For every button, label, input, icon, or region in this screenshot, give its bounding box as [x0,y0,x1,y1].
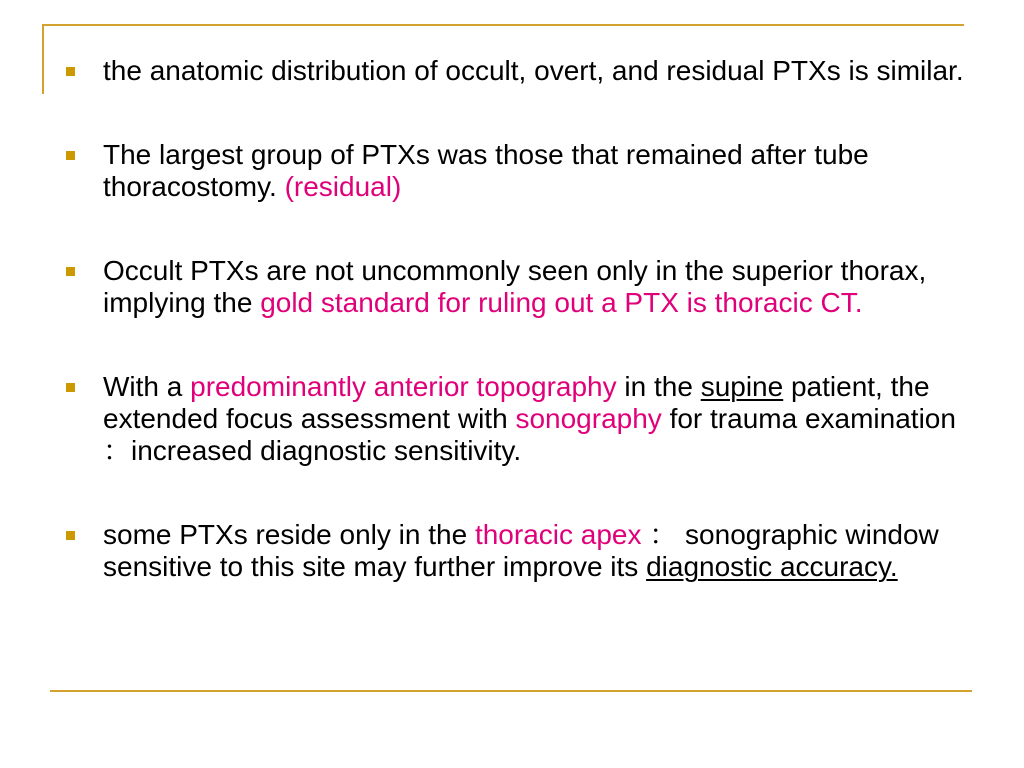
underlined-text: diagnostic accuracy. [646,551,898,582]
bullet-item-3 [66,255,986,319]
frame-top-rule [42,24,964,26]
highlighted-text: gold standard for ruling out a PTX is thoracic CT. [260,287,863,318]
text-segment: for trauma examination ：increased diagnostic sensitivity. [103,403,956,466]
bullet-text [103,519,939,582]
text-segment: in the [616,371,701,402]
square-bullet-icon [66,67,75,76]
text-segment: patient, the extended focus assessment with [103,371,930,434]
square-bullet-icon [66,151,75,160]
bullet-list [66,55,986,583]
text-segment: the anatomic distribution of occult, overt, and residual PTXs is similar. [103,55,964,86]
text-segment: ： sonographic window sensitive to this site may further improve its [103,519,939,582]
highlighted-text: predominantly anterior topography [190,371,617,402]
bullet-item-2 [66,139,986,203]
text-segment: Occult PTXs are not uncommonly seen only in the superior thorax, implying the [103,255,927,318]
text-segment: With a [103,371,191,402]
frame-bottom-rule [50,690,972,692]
highlighted-text: thoracic apex [474,519,642,550]
bullet-text [103,371,956,466]
highlighted-text: (residual) [284,171,402,202]
frame-left-rule [42,24,44,94]
text-segment: some PTXs reside only in the [103,519,475,550]
underlined-text: supine [700,371,784,402]
bullet-text [103,255,926,318]
bullet-text [103,55,964,86]
square-bullet-icon [66,383,75,392]
bullet-item-4 [66,371,986,467]
bullet-item-5 [66,519,986,583]
text-segment: The largest group of PTXs was those that remained after tube thoracostomy. [103,139,869,202]
square-bullet-icon [66,267,75,276]
bullet-text [103,139,869,202]
square-bullet-icon [66,531,75,540]
bullet-item-1 [66,55,986,87]
highlighted-text: sonography [515,403,662,434]
